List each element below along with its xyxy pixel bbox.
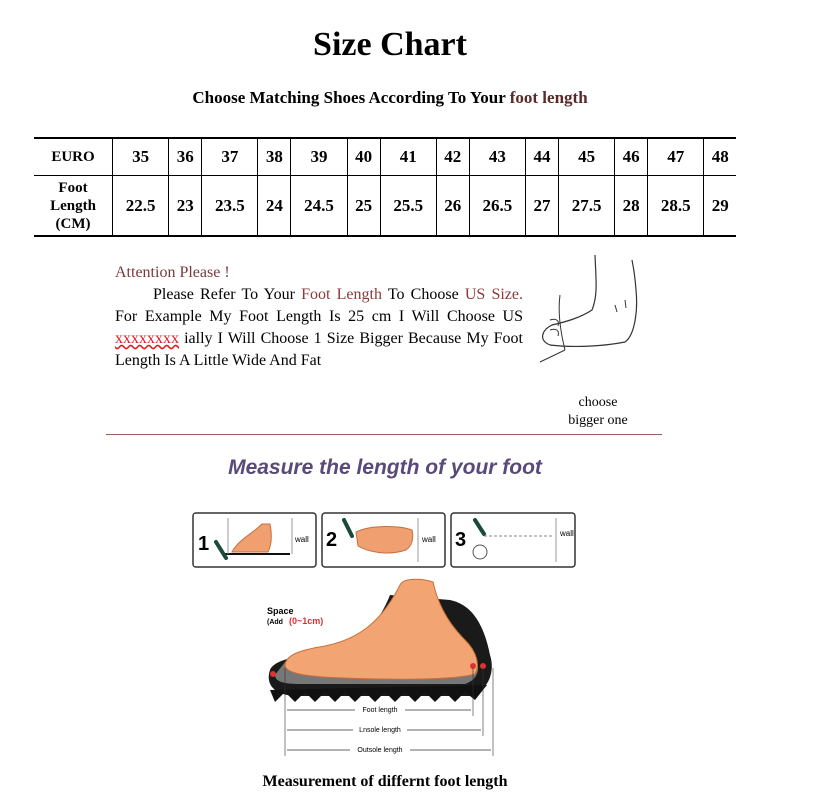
choose-note-line: bigger one [568, 413, 628, 428]
attention-text: ially I Will Choose 1 Size Bigger Because My Foot Length Is A Little Wide And Fat [115, 330, 523, 369]
euro-size-cell: 48 [704, 138, 736, 176]
choose-note-line: choose [578, 395, 618, 410]
foot-length-highlight: Foot Length [301, 286, 382, 303]
euro-size-cell: 40 [347, 138, 380, 176]
space-label: Space [267, 606, 294, 616]
subtitle [0, 88, 780, 108]
foot-length-row [34, 176, 736, 237]
size-table [34, 137, 736, 237]
space-value: (0~1cm) [289, 616, 324, 626]
insole-length-label: Lnsole length [359, 727, 401, 734]
attention-body [115, 284, 523, 372]
euro-size-cell: 46 [615, 138, 648, 176]
foot-length-cell: 25.5 [380, 176, 436, 237]
foot-length-cell: 24 [258, 176, 291, 237]
us-size-highlight: US Size. [464, 286, 524, 303]
foot-length-cell: 26 [436, 176, 469, 237]
foot-length-label-line: Length [50, 197, 96, 214]
foot-length-cell: 27 [526, 176, 559, 237]
foot-length-label-line: Foot [58, 179, 88, 196]
euro-size-cell: 43 [469, 138, 525, 176]
euro-size-cell: 41 [380, 138, 436, 176]
attention-heading: Attention Please ! [115, 264, 230, 281]
redacted-text: xxxxxxxx [115, 330, 179, 347]
foot-length-label-line: (CM) [55, 215, 91, 232]
foot-length-label [34, 176, 113, 237]
step-number: 1 [198, 533, 210, 555]
foot-length-cell: 26.5 [469, 176, 525, 237]
euro-size-cell: 44 [526, 138, 559, 176]
foot-length-cell: 23.5 [202, 176, 258, 237]
foot-length-cell: 24.5 [291, 176, 347, 237]
attention-text: For Example My Foot Length Is 25 cm I Will Choose US [115, 308, 523, 325]
euro-size-cell: 38 [258, 138, 291, 176]
foot-length-cell: 29 [704, 176, 736, 237]
euro-size-cell: 36 [169, 138, 202, 176]
wall-label: wall [295, 535, 309, 544]
measure-heading: Measure the length of your foot [228, 456, 542, 479]
euro-size-cell: 35 [113, 138, 169, 176]
foot-length-cell: 25 [347, 176, 380, 237]
attention-text: To Choose [381, 286, 459, 303]
euro-size-cell: 39 [291, 138, 347, 176]
foot-length-cell: 28.5 [648, 176, 704, 237]
measure-steps-diagram [192, 512, 576, 568]
foot-sketch-icon [520, 250, 650, 370]
euro-size-cell: 37 [202, 138, 258, 176]
wall-label: wall [560, 529, 574, 538]
euro-size-cell: 47 [648, 138, 704, 176]
foot-length-cell: 22.5 [113, 176, 169, 237]
foot-length-cell: 23 [169, 176, 202, 237]
foot-length-cell: 28 [615, 176, 648, 237]
page-title: Size Chart [313, 26, 467, 63]
euro-label: EURO [34, 138, 113, 176]
attention-text: Please Refer To Your [153, 286, 302, 303]
euro-row [34, 138, 736, 176]
foot-length-label: Foot length [362, 707, 398, 714]
step-number: 3 [455, 529, 467, 551]
foot-length-cell: 27.5 [558, 176, 614, 237]
step-number: 2 [326, 529, 338, 551]
subtitle-highlight: foot length [509, 88, 588, 107]
foot-measurement-diagram [255, 570, 505, 760]
attention-note [115, 262, 523, 372]
choose-note [548, 394, 648, 430]
euro-size-cell: 42 [436, 138, 469, 176]
diagram-caption: Measurement of differnt foot length [262, 773, 508, 790]
subtitle-text: Choose Matching Shoes According To Your [192, 88, 510, 107]
add-label: (Add [267, 619, 283, 626]
outsole-length-label: Outsole length [357, 747, 403, 754]
euro-size-cell: 45 [558, 138, 614, 176]
divider [106, 434, 662, 435]
wall-label: wall [422, 535, 436, 544]
